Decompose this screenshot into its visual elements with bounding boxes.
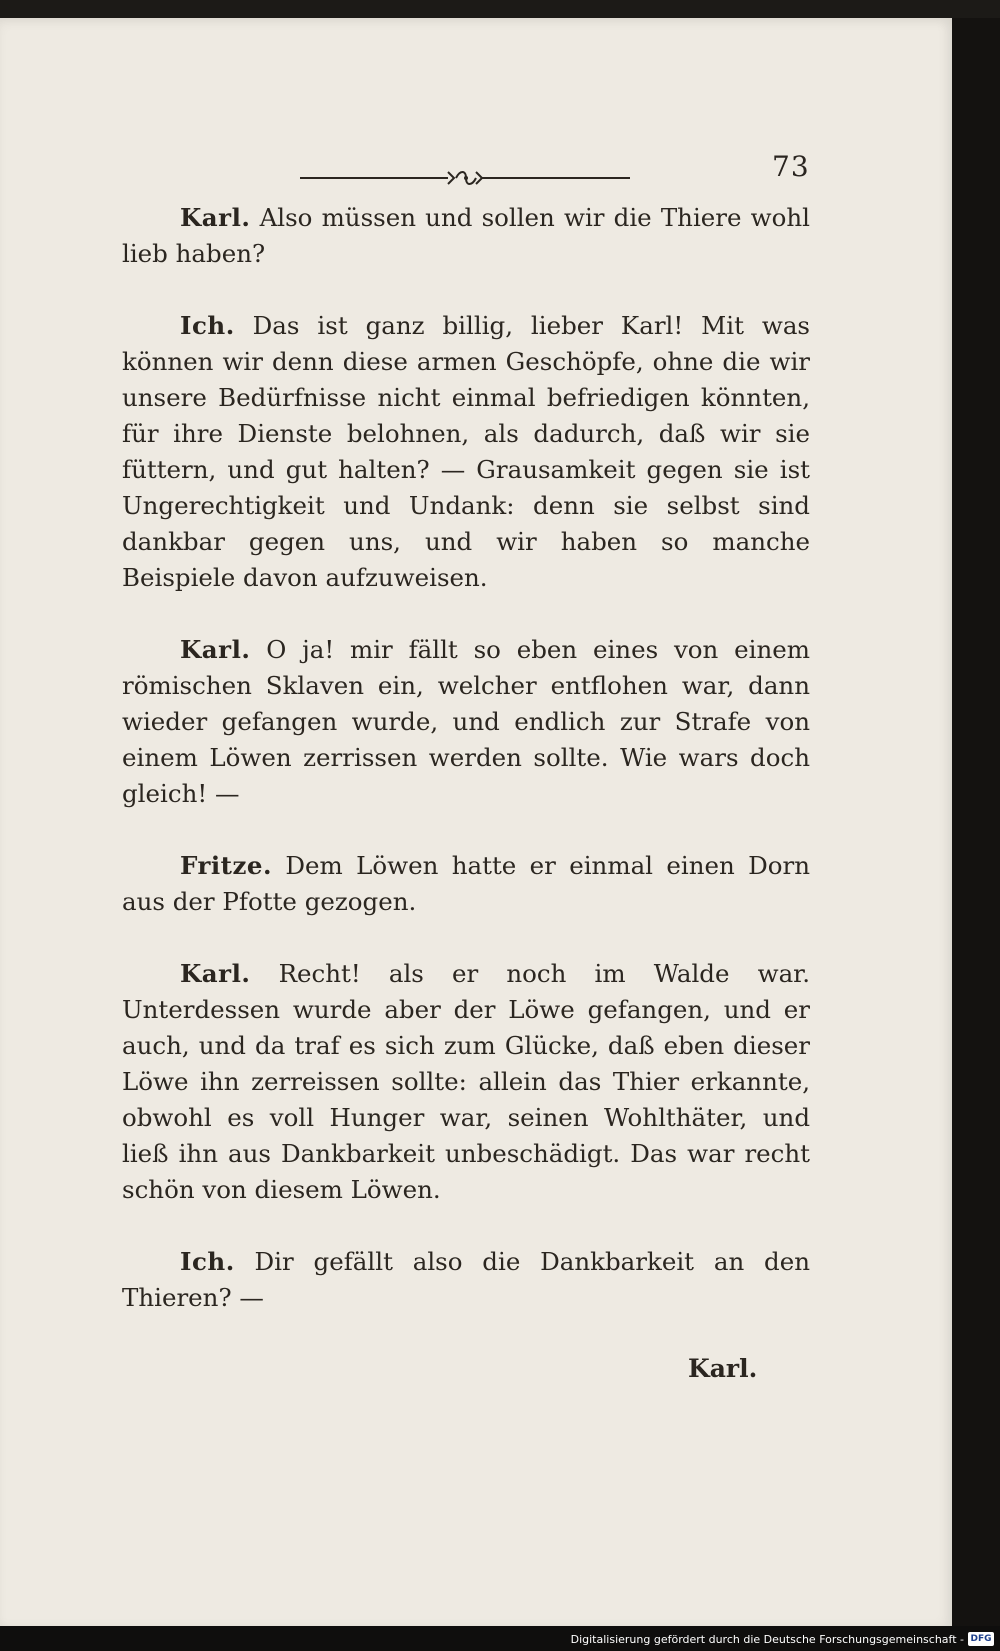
- paragraph-text: Recht! als er noch im Walde war. Unterdessen wurde aber der Löwe gefangen, und er auch, und da traf es sich zum Glücke, daß eben dieser Löwe ihn zerreissen sollte: allein das Thier erkannte, obwohl es voll Hunger war, seinen Wohlthäter, und ließ ihn aus Dankbarkeit unbeschädigt. Das war recht schön von diesem Löwen.: [122, 959, 810, 1204]
- speaker-name: Fritze.: [180, 851, 273, 880]
- paragraph-text: Dir gefällt also die Dankbarkeit an den Thieren? —: [122, 1247, 810, 1312]
- paragraph: [122, 200, 810, 272]
- header-rule-right: [500, 177, 630, 179]
- page-header: [300, 166, 630, 190]
- header-rule-left: [300, 177, 432, 179]
- body-text: [122, 200, 810, 1316]
- paragraph: [122, 632, 810, 812]
- speaker-name: Karl.: [180, 203, 251, 232]
- paragraph-text: O ja! mir fällt so eben eines von einem römischen Sklaven ein, welcher entflohen war, dann wieder gefangen wurde, und endlich zur Strafe von einem Löwen zerrissen werden sollte. Wie wars doch gleich! —: [122, 635, 810, 808]
- page-number: 73: [772, 150, 810, 183]
- speaker-name: Karl.: [180, 959, 251, 988]
- catchword: Karl.: [688, 1354, 758, 1383]
- paragraph-text: Also müssen und sollen wir die Thiere wohl lieb haben?: [122, 203, 810, 268]
- paragraph: [122, 848, 810, 920]
- speaker-name: Ich.: [180, 1247, 235, 1276]
- paragraph: [122, 1244, 810, 1316]
- paragraph-text: Das ist ganz billig, lieber Karl! Mit was können wir denn diese armen Geschöpfe, ohne die wir unsere Bedürfnisse nicht einmal befriedigen könnten, für ihre Dienste belohnen, als dadurch, daß wir sie füttern, und gut halten? — Grausamkeit gegen sie ist Ungerechtigkeit und Undank: denn sie selbst sind dankbar gegen uns, und wir haben so manche Beispiele davon aufzuweisen.: [122, 311, 810, 592]
- paragraph: [122, 956, 810, 1208]
- paragraph: [122, 308, 810, 596]
- speaker-name: Karl.: [180, 635, 251, 664]
- paragraph-text: Dem Löwen hatte er einmal einen Dorn aus der Pfotte gezogen.: [122, 851, 810, 916]
- digitization-credit: Digitalisierung gefördert durch die Deutsche Forschungsgemeinschaft -: [570, 1633, 964, 1646]
- speaker-name: Ich.: [180, 311, 235, 340]
- ornament-icon: [428, 166, 504, 190]
- scan-border-right: [952, 18, 1000, 1626]
- dfg-logo: DFG: [968, 1632, 994, 1646]
